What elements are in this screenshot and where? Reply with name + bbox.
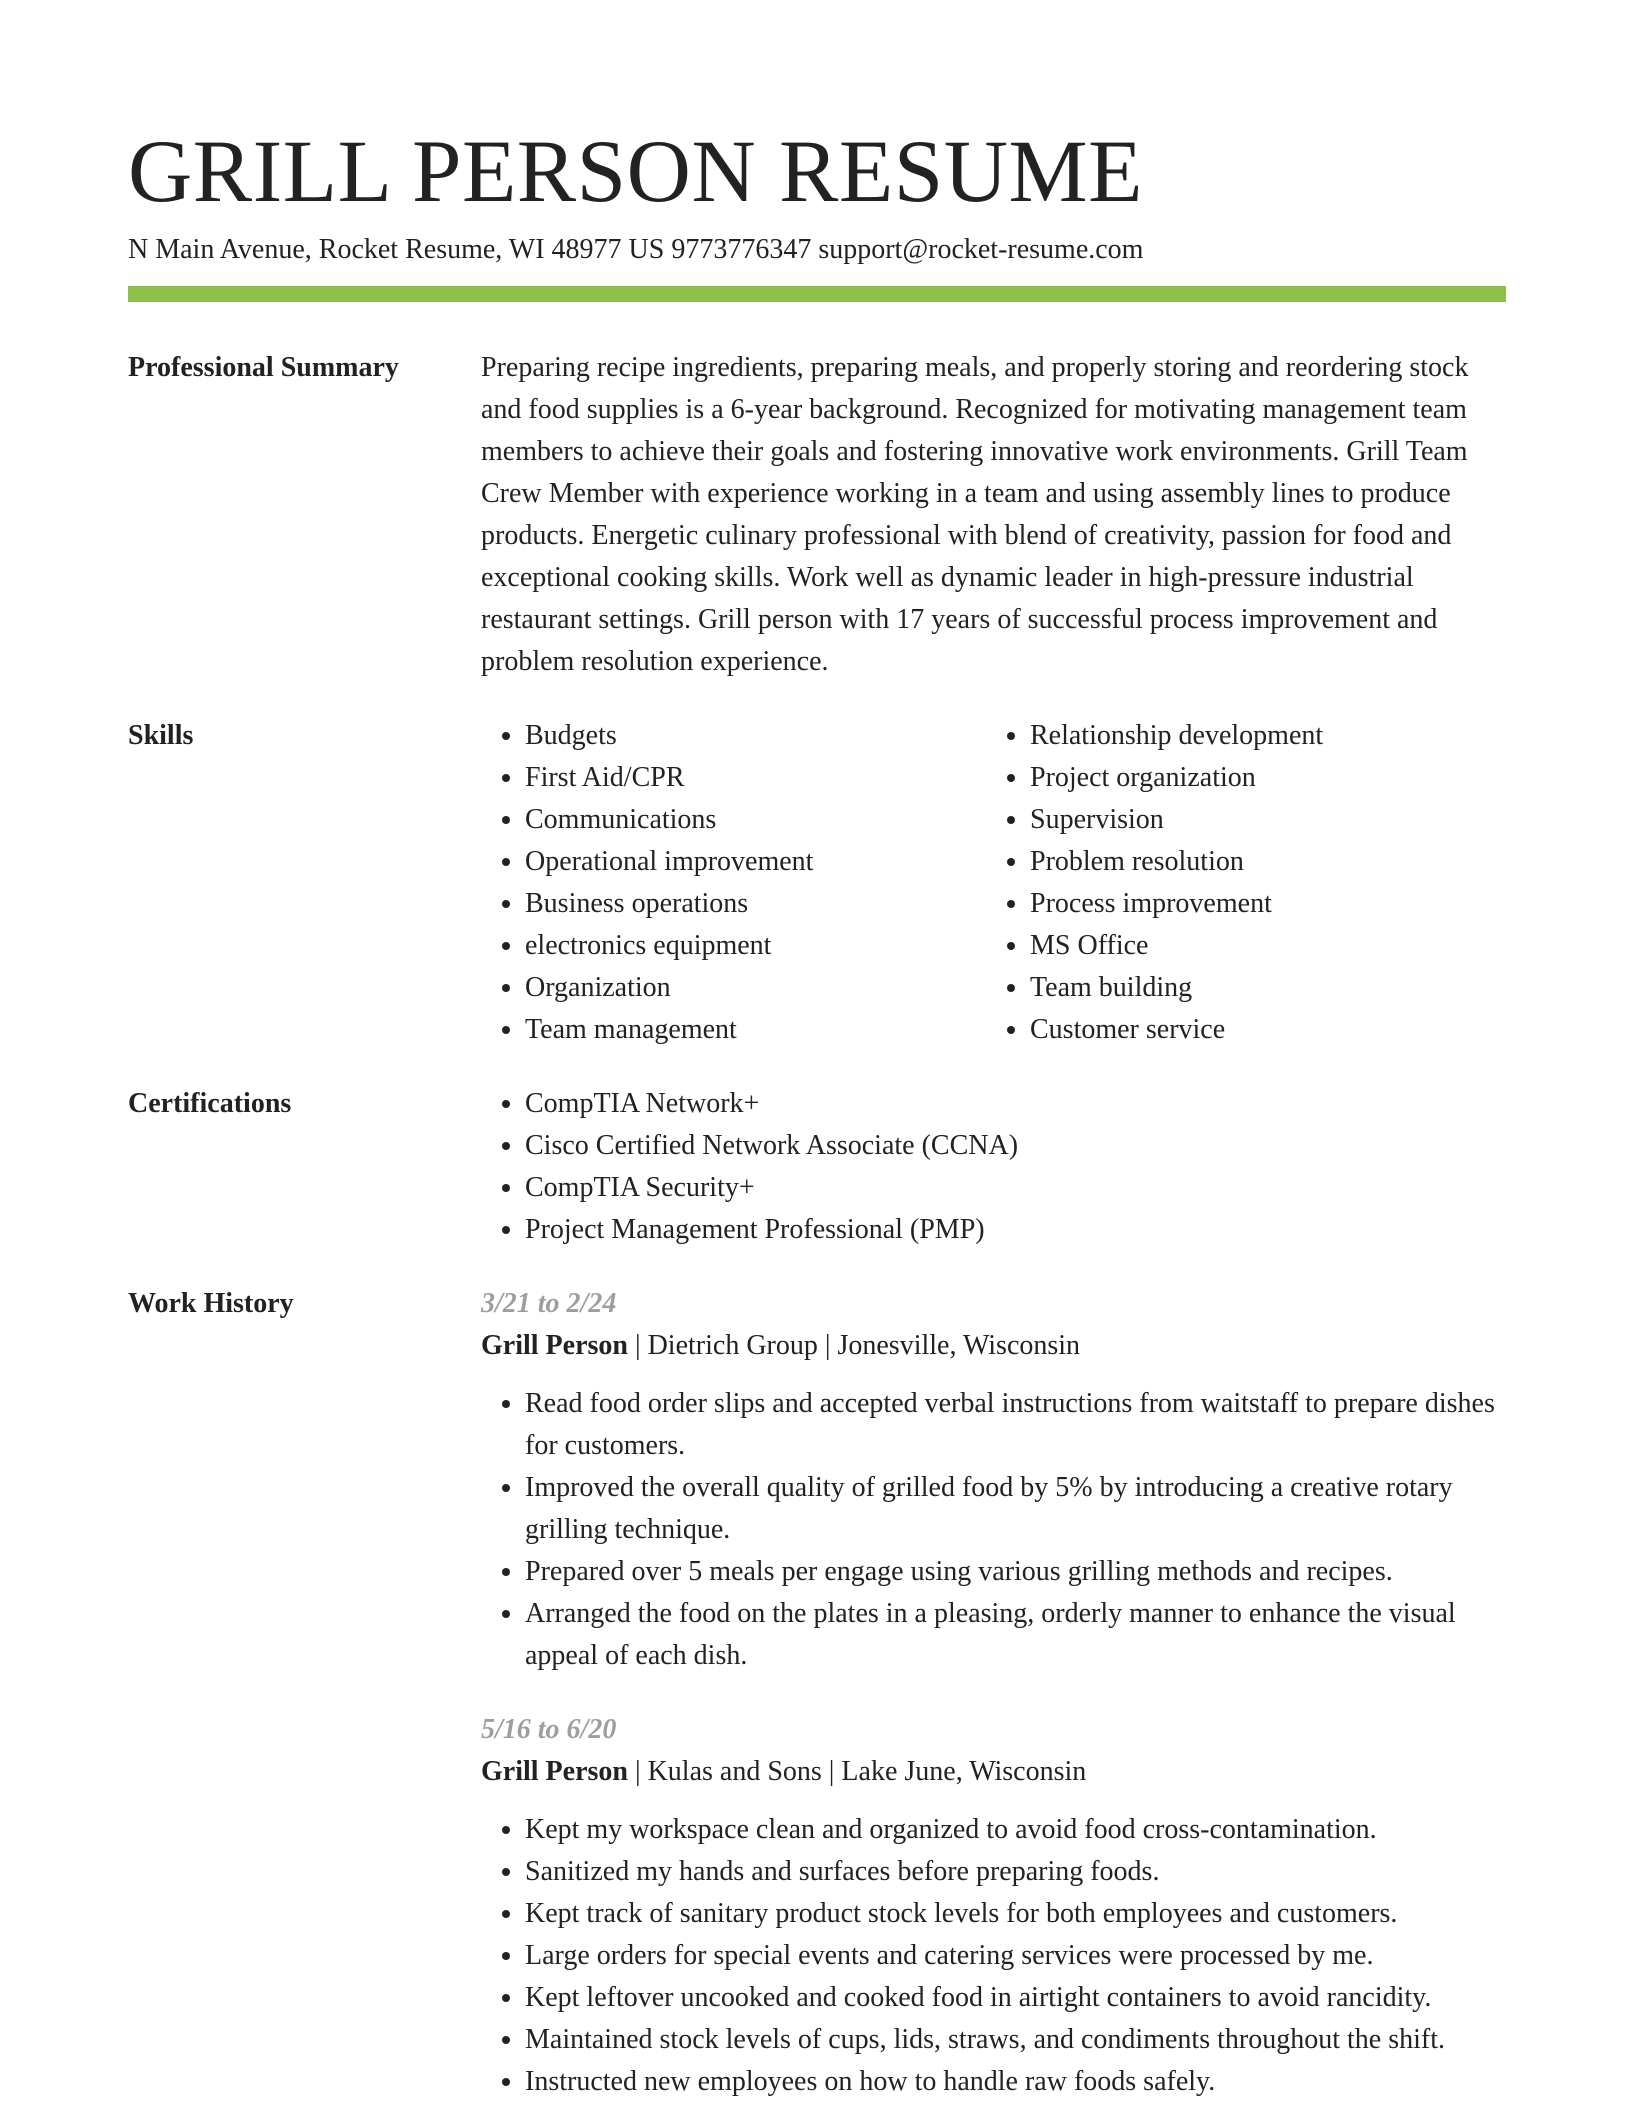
job-heading: [481, 1325, 1506, 1367]
list-item: • Instructed new employees on how to handle raw foods safely.: [525, 2061, 1506, 2103]
job-title: Grill Person: [481, 1756, 628, 1787]
certifications-list: [481, 1083, 1506, 1251]
list-item: • Communications: [525, 799, 986, 841]
list-item: • MS Office: [1030, 925, 1491, 967]
job-details: | Kulas and Sons | Lake June, Wisconsin: [627, 1756, 1087, 1787]
list-item: • Operational improvement: [525, 841, 986, 883]
list-item: • Project Management Professional (PMP): [525, 1209, 1506, 1251]
list-item: • Kept my workspace clean and organized to avoid food cross-contamination.: [525, 1809, 1506, 1851]
job-spacer: [481, 1677, 1506, 1709]
list-item: • Cisco Certified Network Associate (CCNA): [525, 1125, 1506, 1167]
certifications-body: [481, 1083, 1506, 1251]
list-item: • Kept leftover uncooked and cooked food in airtight containers to avoid rancidity.: [525, 1977, 1506, 2019]
list-item: • Process improvement: [1030, 883, 1491, 925]
skills-columns: [481, 715, 1506, 1051]
job-heading: [481, 1751, 1506, 1793]
list-item: • Read food order slips and accepted verbal instructions from waitstaff to prepare dishes for customers.: [525, 1383, 1506, 1467]
section-label-work-history: Work History: [128, 1288, 294, 1319]
skills-column-right: [986, 715, 1491, 1051]
list-item: • Budgets: [525, 715, 986, 757]
list-item: • electronics equipment: [525, 925, 986, 967]
list-item: • Supervision: [1030, 799, 1491, 841]
list-item: • CompTIA Security+: [525, 1167, 1506, 1209]
list-item: • Team building: [1030, 967, 1491, 1009]
skills-column-left: [481, 715, 986, 1051]
list-item: • Problem resolution: [1030, 841, 1491, 883]
list-item: • Large orders for special events and catering services were processed by me.: [525, 1935, 1506, 1977]
job-entry: [481, 1283, 1506, 1677]
job-dates: 3/21 to 2/24: [481, 1288, 617, 1319]
list-item: • CompTIA Network+: [525, 1083, 1506, 1125]
list-item: • Relationship development: [1030, 715, 1491, 757]
summary-text: Preparing recipe ingredients, preparing meals, and properly storing and reordering stock and food supplies is a 6-year background. Recognized for motivating management team members to achieve their goals and fostering innovative work environments. Grill Team Crew Member with experience working in a team and using assembly lines to produce products. Energetic culinary professional with blend of creativity, passion for food and exceptional cooking skills. Work well as dynamic leader in high-pressure industrial restaurant settings. Grill person with 17 years of successful process improvement and problem resolution experience.: [481, 352, 1469, 677]
list-item: • Customer service: [1030, 1009, 1491, 1051]
list-item: • Arranged the food on the plates in a pleasing, orderly manner to enhance the visual appeal of each dish.: [525, 1593, 1506, 1677]
section-label-skills: Skills: [128, 720, 194, 751]
list-item: • Organization: [525, 967, 986, 1009]
list-item: • Sanitized my hands and surfaces before preparing foods.: [525, 1851, 1506, 1893]
list-item: • Improved the overall quality of grilled food by 5% by introducing a creative rotary grilling technique.: [525, 1467, 1506, 1551]
list-item: • Maintained stock levels of cups, lids, straws, and condiments throughout the shift.: [525, 2019, 1506, 2061]
list-item: • Team management: [525, 1009, 986, 1051]
job-entry: [481, 1709, 1506, 2103]
resume-title: GRILL PERSON RESUME: [128, 123, 1143, 221]
job-title: Grill Person: [481, 1330, 628, 1361]
accent-divider: [128, 286, 1506, 302]
job-details: | Dietrich Group | Jonesville, Wisconsin: [627, 1330, 1081, 1361]
list-item: • Prepared over 5 meals per engage using various grilling methods and recipes.: [525, 1551, 1506, 1593]
job-bullets: [481, 1809, 1506, 2103]
job-dates: 5/16 to 6/20: [481, 1714, 617, 1745]
contact-line: N Main Avenue, Rocket Resume, WI 48977 US 9773776347 support@rocket-resume.com: [128, 234, 1144, 265]
list-item: • Kept track of sanitary product stock levels for both employees and customers.: [525, 1893, 1506, 1935]
skills-body: [481, 715, 1506, 1051]
skills-list-left: [481, 715, 986, 1051]
skills-list-right: [986, 715, 1491, 1051]
list-item: • Business operations: [525, 883, 986, 925]
list-item: • Project organization: [1030, 757, 1491, 799]
list-item: • First Aid/CPR: [525, 757, 986, 799]
job-bullets: [481, 1383, 1506, 1677]
section-label-certifications: Certifications: [128, 1088, 292, 1119]
section-label-summary: Professional Summary: [128, 352, 399, 383]
work-history-body: [481, 1283, 1506, 2103]
summary-body: [481, 347, 1506, 683]
